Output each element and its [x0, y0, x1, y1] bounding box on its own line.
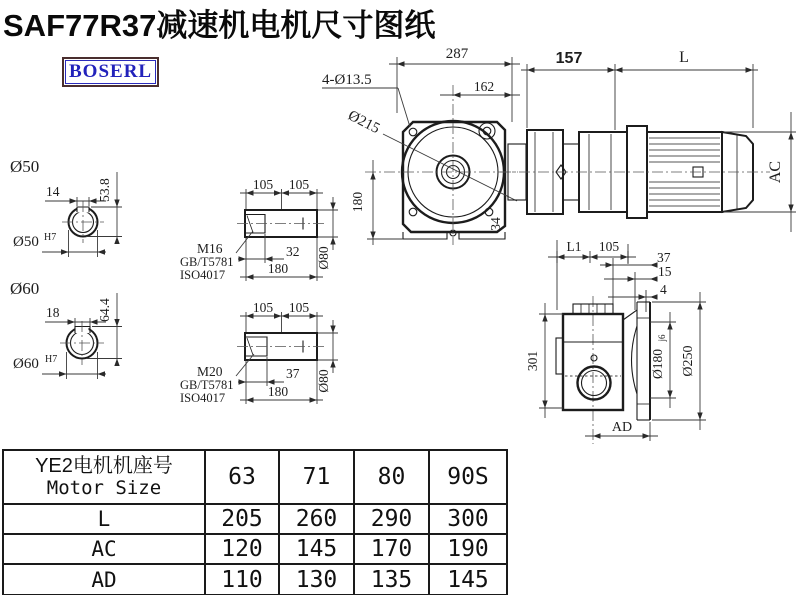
- dim-AD: AD: [611, 420, 633, 435]
- size-71: 71: [279, 450, 354, 504]
- dim-m16-length: 180: [267, 261, 289, 276]
- table-cell: 300: [429, 504, 507, 534]
- dim-flange-250: Ø250: [681, 345, 696, 377]
- side-view: [525, 250, 706, 444]
- m16-std2: ISO4017: [180, 268, 226, 282]
- dim-15: 15: [658, 264, 672, 279]
- motor-size-header: [3, 450, 205, 504]
- dim-spigot-tol: j6: [657, 334, 667, 342]
- table-cell: 170: [354, 534, 429, 564]
- dim-4: 4: [660, 282, 667, 297]
- table-cell: 120: [205, 534, 279, 564]
- bore60-view: [10, 279, 122, 379]
- motor-size-table: [2, 449, 508, 595]
- row-label-L: L: [3, 504, 205, 534]
- header-en: Motor Size: [46, 476, 162, 499]
- m20-std1: GB/T5781: [180, 378, 234, 392]
- table-row-AD: [3, 564, 507, 595]
- dim-flange-offset: 162: [473, 79, 495, 94]
- bushing-m16-view: [180, 177, 338, 282]
- table-cell: 190: [429, 534, 507, 564]
- size-63: 63: [205, 450, 279, 504]
- table-cell: 110: [205, 564, 279, 595]
- bore60-title: Ø60: [10, 279, 40, 298]
- dim-overall-width: 287: [445, 46, 469, 62]
- table-cell: 135: [354, 564, 429, 595]
- dim-m20-105a: 105: [252, 300, 274, 315]
- dim-key50-height: 53.8: [97, 178, 112, 202]
- m16-std1: GB/T5781: [180, 255, 234, 269]
- table-cell: 145: [429, 564, 507, 595]
- dim-m16-105a: 105: [252, 177, 274, 192]
- dim-flange-dia: Ø215: [345, 107, 383, 138]
- row-label-AC: AC: [3, 534, 205, 564]
- main-assembly-view: [322, 46, 796, 310]
- dim-m16-thread: M16: [197, 241, 223, 256]
- dim-bore60: Ø60: [13, 356, 39, 372]
- m20-std2: ISO4017: [180, 391, 226, 405]
- table-cell: 205: [205, 504, 279, 534]
- dim-motor-L: L: [679, 49, 689, 66]
- dim-m20-depth: 37: [286, 366, 300, 381]
- dim-37: 37: [657, 250, 671, 265]
- table-header-row: [3, 450, 507, 504]
- table-cell: 130: [279, 564, 354, 595]
- dim-m16-105b: 105: [288, 177, 310, 192]
- table-cell: 290: [354, 504, 429, 534]
- dim-L1: L1: [566, 239, 582, 254]
- dim-m16-depth: 32: [286, 244, 300, 259]
- bushing-m20-view: [180, 300, 338, 405]
- dim-105: 105: [598, 239, 620, 254]
- header-cn: YE2电机机座号: [35, 454, 173, 477]
- dim-bore50-tol: H7: [44, 232, 57, 243]
- size-90S: 90S: [429, 450, 507, 504]
- dim-m20-dia: Ø80: [316, 369, 331, 393]
- page-title: SAF77R37减速机电机尺寸图纸: [3, 8, 436, 43]
- dim-foot-34: 34: [488, 217, 503, 231]
- logo-text: BOSERL: [65, 60, 156, 84]
- table-row-AC: [3, 534, 507, 564]
- dim-motor-AC: AC: [767, 160, 784, 184]
- dim-m16-dia: Ø80: [316, 246, 331, 270]
- dim-height-180: 180: [350, 191, 365, 213]
- dim-301: 301: [525, 350, 540, 372]
- bore50-title: Ø50: [10, 157, 40, 176]
- bore50-view: [10, 157, 122, 257]
- dim-adapter-157: 157: [555, 50, 583, 67]
- dim-key50-width: 14: [46, 184, 60, 199]
- dim-key60-height: 64.4: [97, 298, 112, 322]
- dim-key60-width: 18: [46, 305, 60, 320]
- dim-bore50: Ø50: [13, 234, 39, 250]
- dim-m20-105b: 105: [288, 300, 310, 315]
- row-label-AD: AD: [3, 564, 205, 595]
- dim-m20-thread: M20: [197, 364, 223, 379]
- dim-spigot: Ø180: [650, 349, 665, 379]
- dim-bore60-tol: H7: [45, 354, 58, 365]
- size-80: 80: [354, 450, 429, 504]
- dim-m20-length: 180: [267, 384, 289, 399]
- table-row-L: [3, 504, 507, 534]
- table-cell: 145: [279, 534, 354, 564]
- dim-bolt-holes: 4-Ø13.5: [322, 72, 372, 88]
- table-cell: 260: [279, 504, 354, 534]
